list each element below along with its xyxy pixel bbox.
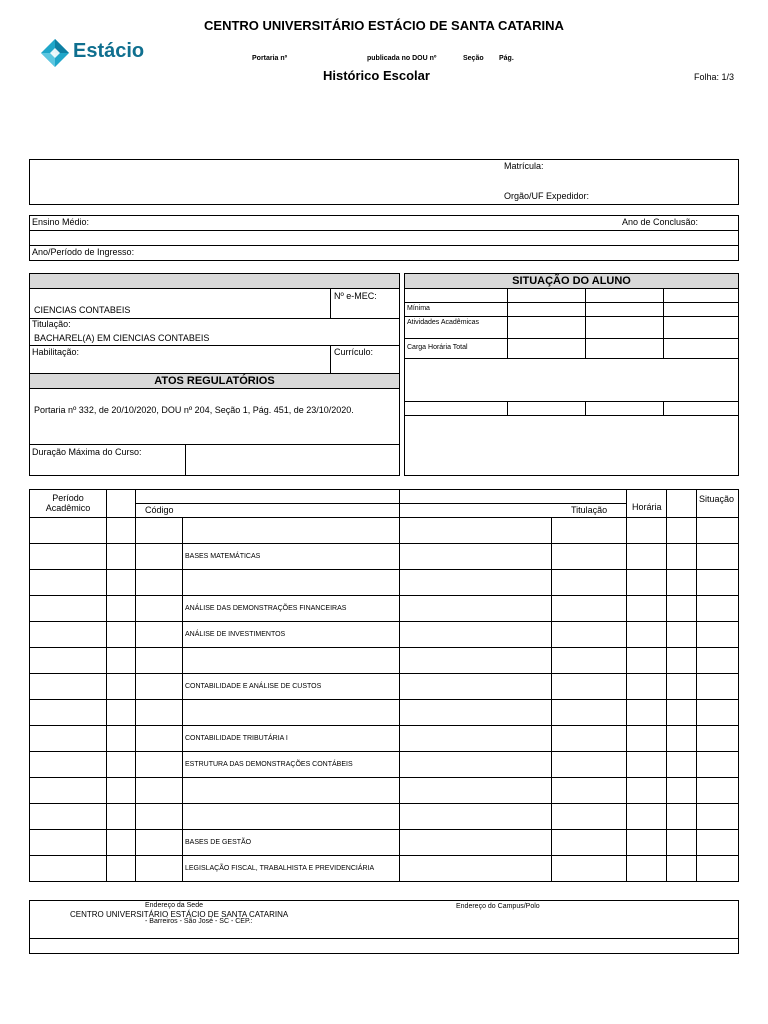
course-name: CIENCIAS CONTABEIS — [34, 305, 131, 315]
emec-label: Nº e-MEC: — [334, 291, 377, 301]
discipline-name: CONTABILIDADE TRIBUTÁRIA I — [185, 735, 288, 742]
curriculo-label: Currículo: — [334, 347, 374, 357]
sede-address: - Barreiros - São José - SC - CEP.: — [145, 918, 253, 925]
discipline-name: BASES MATEMÁTICAS — [185, 553, 261, 560]
discipline-name: ESTRUTURA DAS DEMONSTRAÇÕES CONTÁBEIS — [185, 761, 353, 768]
ano-conclusao-label: Ano de Conclusão: — [622, 217, 699, 227]
duracao-label: Duração Máxima do Curso: — [32, 447, 142, 457]
orgao-label: Orgão/UF Expedidor: — [504, 191, 590, 201]
titulacao-header: Titulação — [571, 505, 608, 515]
discipline-name: CONTABILIDADE E ANÁLISE DE CUSTOS — [185, 683, 322, 690]
table-row — [29, 595, 739, 622]
situacao-header: Situação — [699, 494, 735, 504]
document-title: Histórico Escolar — [323, 68, 430, 83]
table-row — [29, 699, 739, 726]
diamond-logo-icon — [40, 38, 70, 68]
portaria-label: Portaria nº — [252, 55, 288, 62]
table-row — [29, 543, 739, 570]
carga-label: Carga Horária Total — [407, 344, 468, 351]
table-row — [29, 621, 739, 648]
table-row — [29, 803, 739, 830]
table-row — [29, 855, 739, 882]
ingresso-label: Ano/Período de Ingresso: — [32, 247, 135, 257]
titulacao-label: Titulação: — [32, 319, 71, 329]
logo-wordmark: Estácio — [73, 40, 145, 62]
campus-label: Endereço do Campus/Polo — [456, 903, 540, 910]
course-header-bar — [30, 274, 399, 289]
table-row — [29, 569, 739, 596]
table-row — [29, 517, 739, 543]
table-row — [29, 673, 739, 700]
discipline-name: ANÁLISE DAS DEMONSTRAÇÕES FINANCEIRAS — [185, 605, 347, 612]
discipline-name: ANÁLISE DE INVESTIMENTOS — [185, 631, 286, 638]
periodo-header: Período Acadêmico — [45, 493, 91, 513]
pag-label: Pág. — [499, 55, 514, 62]
atividades-label: Atividades Acadêmicas — [407, 319, 479, 326]
publicada-label: publicada no DOU nº — [367, 55, 437, 62]
table-row — [29, 751, 739, 778]
table-row — [29, 647, 739, 674]
table-row — [29, 777, 739, 804]
matricula-label: Matrícula: — [504, 161, 544, 171]
estacio-logo — [40, 38, 150, 70]
atos-title: ATOS REGULATÓRIOS — [30, 373, 399, 389]
institution-name: CENTRO UNIVERSITÁRIO ESTÁCIO DE SANTA CATARINA — [204, 18, 564, 33]
address-box — [29, 900, 739, 954]
titulacao-value: BACHAREL(A) EM CIENCIAS CONTABEIS — [34, 333, 210, 343]
discipline-name: BASES DE GESTÃO — [185, 839, 252, 846]
table-row — [29, 725, 739, 752]
discipline-name: LEGISLAÇÃO FISCAL, TRABALHISTA E PREVIDENCIÁRIA — [185, 865, 375, 872]
minima-label: Mínima — [407, 305, 430, 312]
sede-label: Endereço da Sede — [145, 902, 203, 909]
table-row — [29, 829, 739, 856]
horaria-header: Horária — [632, 502, 662, 512]
secao-label: Seção — [463, 55, 484, 62]
codigo-header: Código — [145, 505, 174, 515]
atos-text: Portaria nº 332, de 20/10/2020, DOU nº 204, Seção 1, Pág. 451, de 23/10/2020. — [34, 405, 354, 415]
sede-name: CENTRO UNIVERSITÁRIO ESTÁCIO DE SANTA CATARINA — [70, 910, 289, 919]
situacao-box — [404, 273, 739, 476]
habilitacao-label: Habilitação: — [32, 347, 80, 357]
student-info-box — [29, 159, 739, 205]
folha-label: Folha: 1/3 — [694, 72, 735, 82]
situacao-title: SITUAÇÃO DO ALUNO — [405, 274, 738, 289]
ensino-medio-label: Ensino Médio: — [32, 217, 90, 227]
